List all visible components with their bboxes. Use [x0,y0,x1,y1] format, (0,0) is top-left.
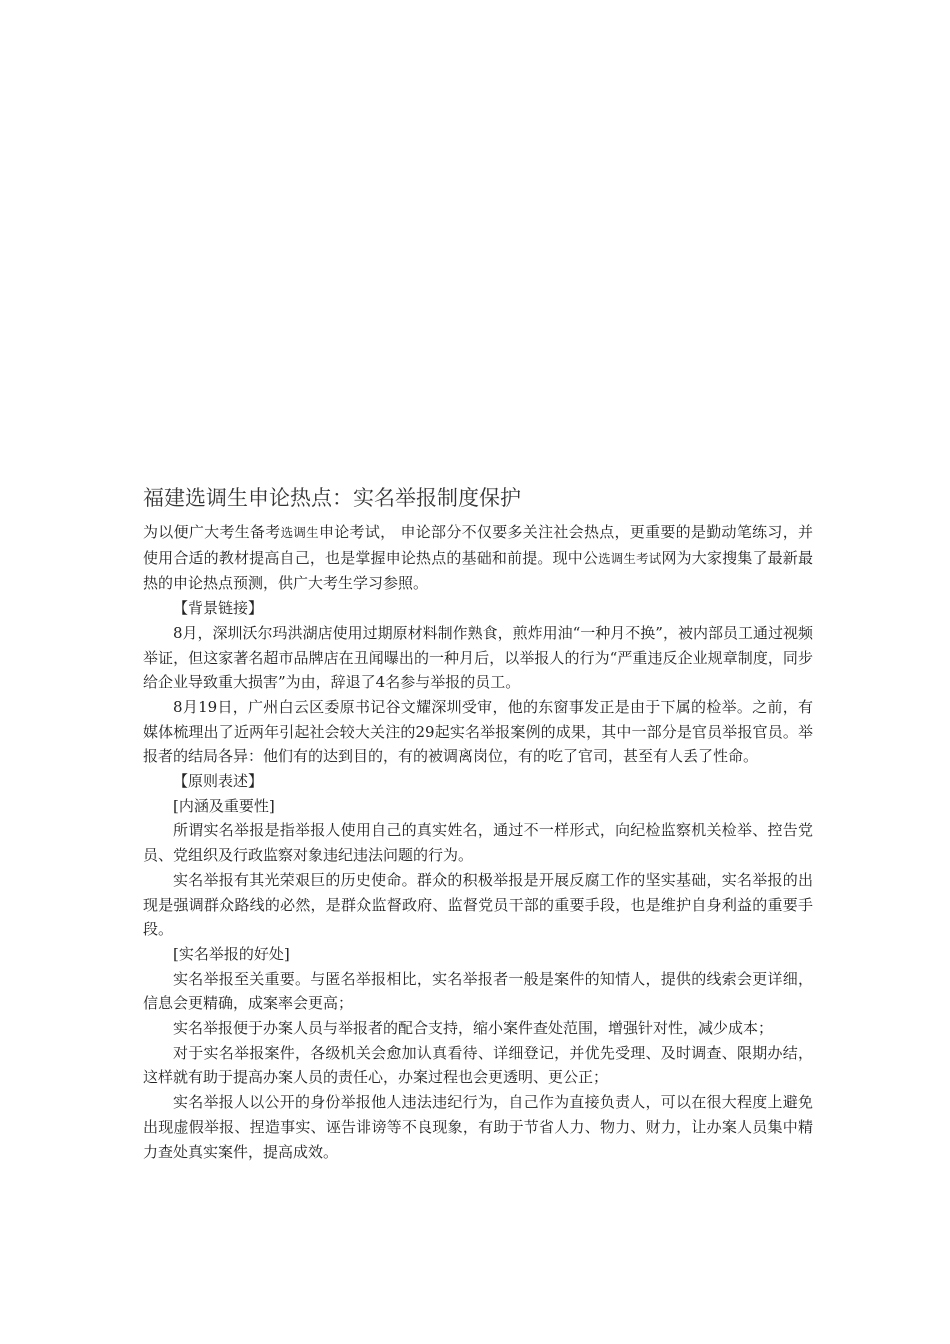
intro-small-text-2: 选调生考试 [598,550,662,566]
benefits-paragraph-4: 实名举报人以公开的身份举报他人违法违纪行为，自己作为直接负责人，可以在很大程度上避免出现虚假举报、捏造事实、诬告诽谤等不良现象，有助于节省人力、物力、财力，让办案人员集中精力查处真实案件，提高成效。 [143,1093,813,1161]
intro-text-2: 申论考试， 申论部分不仅要多关注社会热点，更重要的是勤动笔练习，并使用合适的教材提高自己，也是掌握申论热点的基础和前提。现中公 [143,523,813,567]
intro-paragraph [143,520,813,596]
benefits-paragraph-2: 实名举报便于办案人员与举报者的配合支持，缩小案件查处范围，增强针对性，减少成本； [173,1019,774,1038]
meaning-paragraph-1: 所谓实名举报是指举报人使用自己的真实姓名，通过不一样形式，向纪检监察机关检举、控告党员、党组织及行政监察对象违纪违法问题的行为。 [143,821,813,865]
meaning-paragraph-2: 实名举报有其光荣艰巨的历史使命。群众的积极举报是开展反腐工作的坚实基础，实名举报的出现是强调群众路线的必然，是群众监督政府、监督党员干部的重要手段，也是维护自身利益的重要手段。 [143,870,813,939]
subsection-heading-benefits: [实名举报的好处] [173,944,290,963]
subsection-heading-meaning: [内涵及重要性] [173,796,275,815]
intro-text-1: 为以便广大考生备考 [143,523,281,541]
document-title: 福建选调生申论热点：实名举报制度保护 [143,486,521,510]
background-paragraph-2: 8月19日，广州白云区委原书记谷文耀深圳受审，他的东窗事发正是由于下属的检举。之前，有媒体梳理出了近两年引起社会较大关注的29起实名举报案例的成果，其中一部分是官员举报官员。举报者的结局各异：他们有的达到目的，有的被调离岗位，有的吃了官司，甚至有人丢了性命。 [143,697,813,766]
section-heading-background: 【背景链接】 [173,599,264,618]
benefits-paragraph-1: 实名举报至关重要。与匿名举报相比，实名举报者一般是案件的知情人，提供的线索会更详细，信息会更精确，成案率会更高； [143,969,813,1013]
section-heading-principle: 【原则表述】 [173,772,264,791]
intro-small-text-1: 选调生 [280,525,319,540]
document-body [143,478,813,1164]
intro-text-3: 网为大家搜集了最新最热的申论热点预测，供广大考生学习参照。 [143,548,813,593]
benefits-paragraph-3: 对于实名举报案件，各级机关会愈加认真看待、详细登记，并优先受理、及时调查、限期办结，这样就有助于提高办案人员的责任心，办案过程也会更透明、更公正； [143,1043,813,1087]
background-paragraph-1: 8月，深圳沃尔玛洪湖店使用过期原材料制作熟食，煎炸用油“一种月不换”，被内部员工通过视频举证，但这家著名超市品牌店在丑闻曝出的一种月后，以举报人的行为“严重违反企业规章制度，同步给企业导致重大损害”为由，辞退了4名参与举报的员工。 [143,623,813,692]
